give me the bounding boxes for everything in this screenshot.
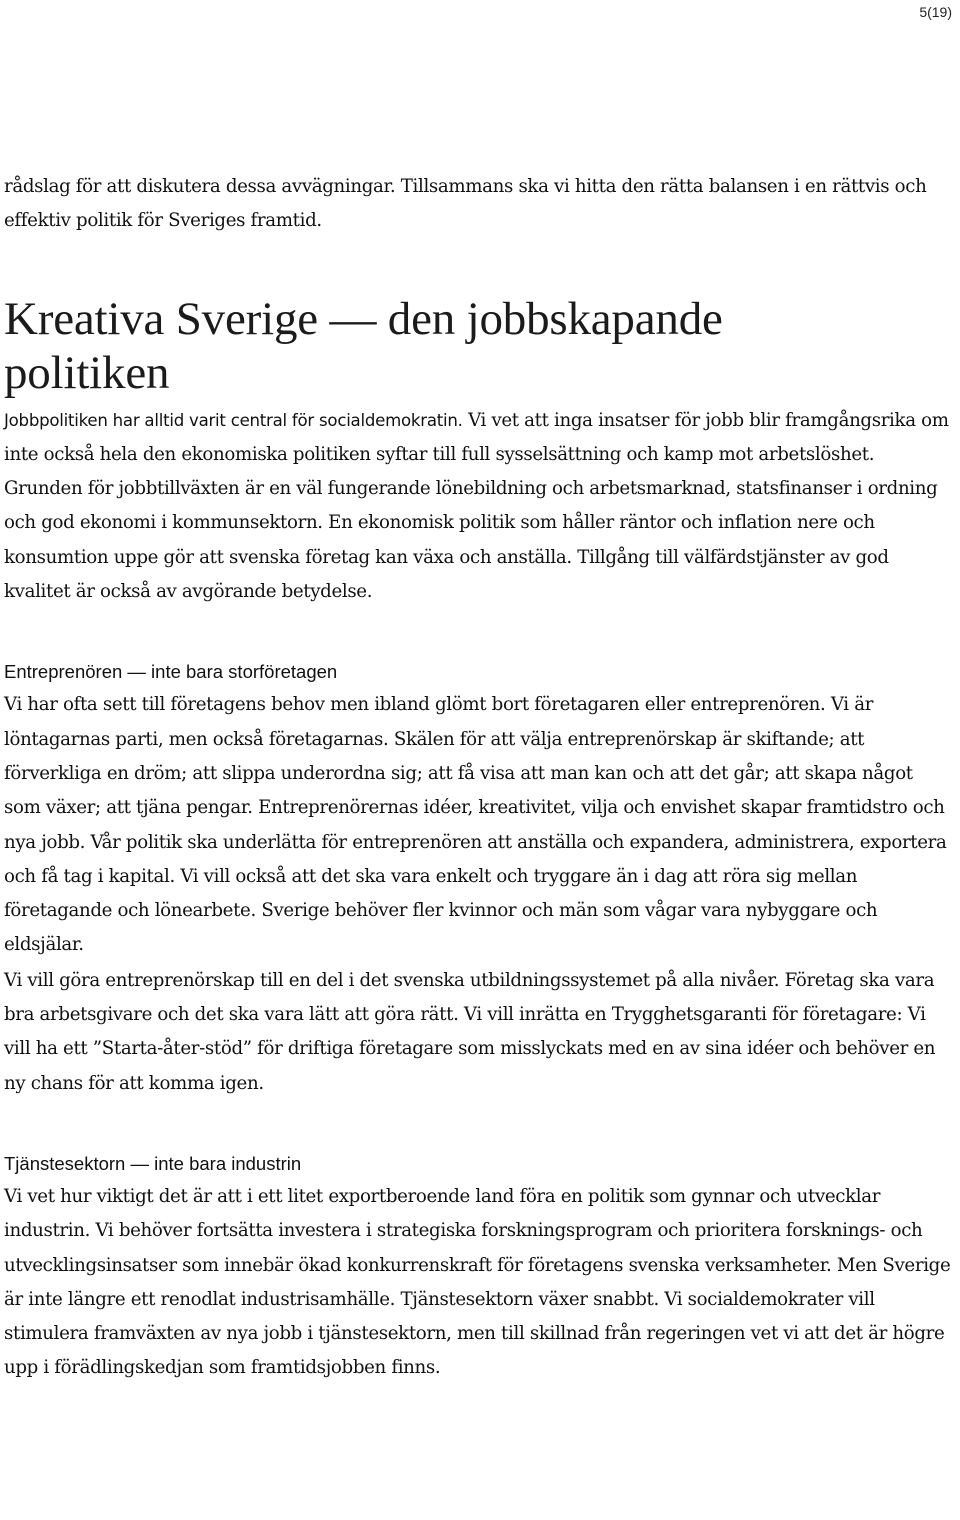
page-number: 5(19): [919, 4, 952, 20]
intro-paragraph: rådslag för att diskutera dessa avvägningar. Tillsammans ska vi hitta den rätta balansen i en rättvis och effektiv politik för Sveriges framtid.: [4, 176, 927, 232]
main-heading-line-1: Kreativa Sverige — den jobbskapande: [4, 292, 723, 345]
main-heading: [4, 292, 952, 400]
jobs-policy-paragraph: [4, 404, 952, 610]
entrepreneur-paragraph-1: Vi har ofta sett till företagens behov men ibland glömt bort företagaren eller entreprenören. Vi är löntagarnas parti, men också företagarnas. Skälen för att välja entreprenörskap är skiftande; att förverkliga en dröm; att slippa underordna sig; att få visa att man kan och att det går; att skapa något som växer; att tjäna pengar. Entreprenörernas idéer, kreativitet, vilja och envishet skapar framtidstro och nya jobb. Vår politik ska underlätta för entreprenören att anställa och expandera, administrera, exportera och få tag i kapital. Vi vill också att det ska vara enkelt och tryggare än i dag att röra sig mellan företagande och lönearbete. Sverige behöver fler kvinnor och män som vågar vara nybyggare och eldsjälar.: [4, 694, 947, 956]
services-paragraph: Vi vet hur viktigt det är att i ett litet exportberoende land föra en politik som gynnar och utvecklar industrin. Vi behöver fortsätta investera i strategiska forskningsprogram och prioritera forsknings- och utvecklingsinsatser som innebär ökad konkurrenskraft för företagens svenska verksamheter. Men Sverige är inte längre ett renodlat industrisamhälle. Tjänstesektorn växer snabbt. Vi socialdemokrater vill stimulera framväxten av nya jobb i tjänstesektorn, men till skillnad från regeringen vet vi att det är högre upp i förädlingskedjan som framtidsjobben finns.: [4, 1185, 951, 1379]
jobs-policy-body: Vi vet att inga insatser för jobb blir framgångsrika om inte också hela den ekonomiska politiken syftar till full sysselsättning och kamp mot arbetslöshet. Grunden för jobbtillväxten är en väl fungerande lönebildning och arbetsmarknad, statsfinanser i ordning och god ekonomi i kommunsektorn. En ekonomisk politik som håller räntor och inflation nere och konsumtion uppe gör att svenska företag kan växa och anställa. Tillgång till välfärdstjänster av god kvalitet är också av avgörande betydelse.: [4, 409, 949, 603]
jobs-policy-lead: Jobbpolitiken har alltid varit central för socialdemokratin.: [4, 410, 463, 430]
main-heading-line-2: politiken: [4, 346, 170, 399]
entrepreneur-paragraph-2: Vi vill göra entreprenörskap till en del i det svenska utbildningssystemet på alla nivåer. Företag ska vara bra arbetsgivare och det ska vara lätt att göra rätt. Vi vill inrätta en Trygghetsgaranti för företagare: Vi vill ha ett ”Starta-åter-stöd” för driftiga företagare som misslyckats med en av sina idéer och behöver en ny chans för att komma igen.: [4, 969, 936, 1094]
services-heading: Tjänstesektorn — inte bara industrin: [4, 1152, 302, 1174]
entrepreneur-heading: Entreprenören — inte bara storföretagen: [4, 661, 338, 683]
document-body: [4, 170, 952, 1386]
